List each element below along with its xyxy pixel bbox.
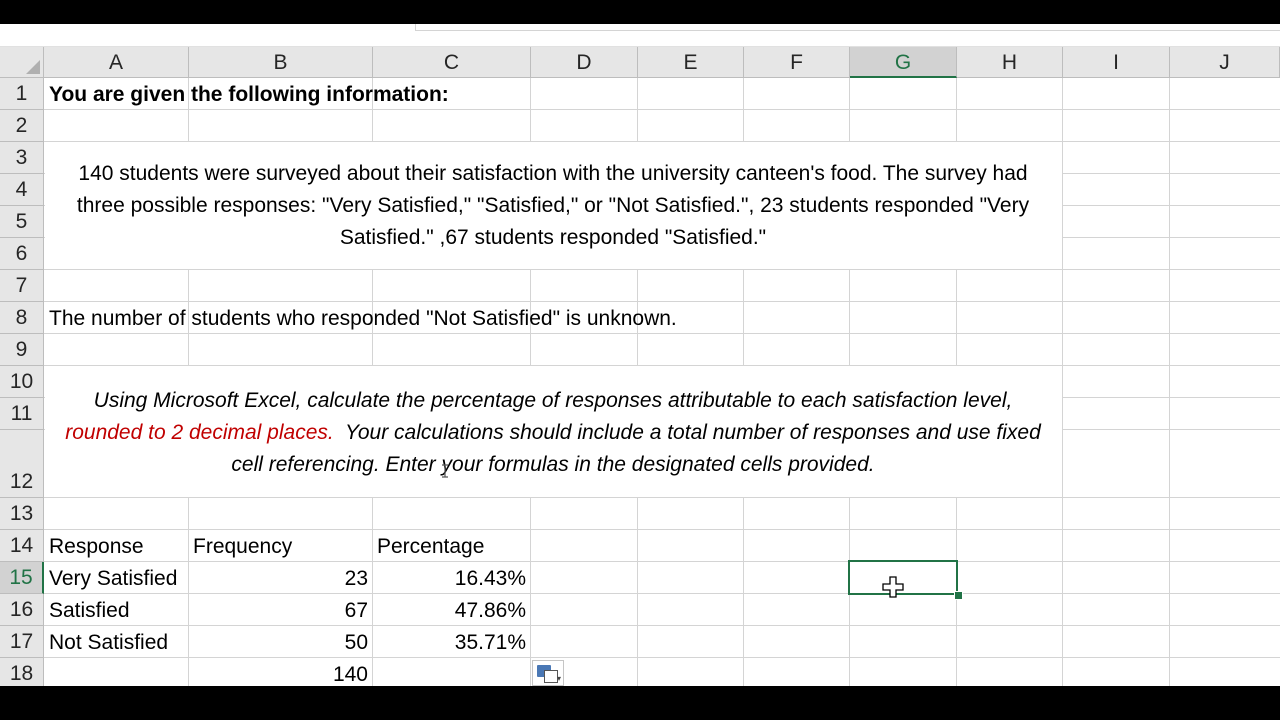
column-header-e[interactable]: E (638, 47, 744, 78)
select-all-button[interactable] (0, 47, 44, 78)
cell-b16: 67 (344, 599, 368, 622)
column-header-g[interactable]: G (850, 47, 957, 78)
row-header-12[interactable]: 12 (0, 430, 44, 498)
cell-a8: The number of students who responded "Not Satisfied" is unknown. (49, 307, 677, 330)
row-header-10[interactable]: 10 (0, 366, 44, 398)
row-header-15[interactable]: 15 (0, 562, 44, 594)
cell-c15: 16.43% (454, 567, 526, 590)
column-header-i[interactable]: I (1063, 47, 1170, 78)
fill-handle[interactable] (954, 591, 963, 600)
instruction-line-2 (44, 417, 1062, 449)
row-header-13[interactable]: 13 (0, 498, 44, 530)
row-header-2[interactable]: 2 (0, 110, 44, 142)
cell-a1: You are given the following information: (49, 83, 449, 106)
cell-c14: Percentage (377, 535, 485, 558)
row-header-6[interactable]: 6 (0, 238, 44, 270)
instruction-line-3: cell referencing. Enter your formulas in the designated cells provided. (231, 453, 875, 476)
instruction-line-2-rest: Your calculations should include a total number of responses and use fixed (333, 421, 1041, 444)
select-all-triangle-icon (26, 60, 40, 74)
row-header-7[interactable]: 7 (0, 270, 44, 302)
column-header-h[interactable]: H (957, 47, 1063, 78)
cell-select-cursor-icon (882, 576, 904, 598)
cell-b18-total: 140 (332, 663, 368, 686)
row-header-8[interactable]: 8 (0, 302, 44, 334)
column-header-f[interactable]: F (744, 47, 850, 78)
column-header-c[interactable]: C (373, 47, 531, 78)
cell-a15: Very Satisfied (49, 567, 178, 590)
instruction-line-1: Using Microsoft Excel, calculate the percentage of responses attributable to each satisfaction level, (93, 389, 1013, 412)
row-header-3[interactable]: 3 (0, 142, 44, 174)
intro-line-1: 140 students were surveyed about their satisfaction with the university canteen's food. The survey had (78, 162, 1028, 185)
row-header-11[interactable]: 11 (0, 398, 44, 430)
cell-b17: 50 (344, 631, 368, 654)
cell-a14: Response (49, 535, 144, 558)
column-header-j[interactable]: J (1170, 47, 1280, 78)
intro-line-3: Satisfied." ,67 students responded "Satisfied." (339, 226, 767, 249)
row-header-5[interactable]: 5 (0, 206, 44, 238)
row-header-18[interactable]: 18 (0, 658, 44, 686)
paste-options-icon[interactable]: ▾ (532, 660, 564, 686)
column-header-b[interactable]: B (189, 47, 373, 78)
text-cursor-icon (440, 464, 450, 478)
cell-c17: 35.71% (454, 631, 526, 654)
row-header-1[interactable]: 1 (0, 78, 44, 110)
instruction-red-text: rounded to 2 decimal places. (65, 421, 334, 444)
row-header-16[interactable]: 16 (0, 594, 44, 626)
row-header-14[interactable]: 14 (0, 530, 44, 562)
cell-b15: 23 (344, 567, 368, 590)
row-header-9[interactable]: 9 (0, 334, 44, 366)
spreadsheet (0, 24, 1280, 686)
row-header-4[interactable]: 4 (0, 174, 44, 206)
formula-bar-strip (0, 24, 1280, 47)
column-header-d[interactable]: D (531, 47, 638, 78)
cell-a17: Not Satisfied (49, 631, 169, 654)
cell-b14: Frequency (193, 535, 293, 558)
cell-a16: Satisfied (49, 599, 130, 622)
formula-bar[interactable] (415, 24, 1280, 31)
row-header-17[interactable]: 17 (0, 626, 44, 658)
intro-line-2: three possible responses: "Very Satisfied," "Satisfied," or "Not Satisfied.", 23 students responded "Very (76, 194, 1030, 217)
column-header-a[interactable]: A (44, 47, 189, 78)
cell-c16: 47.86% (454, 599, 526, 622)
